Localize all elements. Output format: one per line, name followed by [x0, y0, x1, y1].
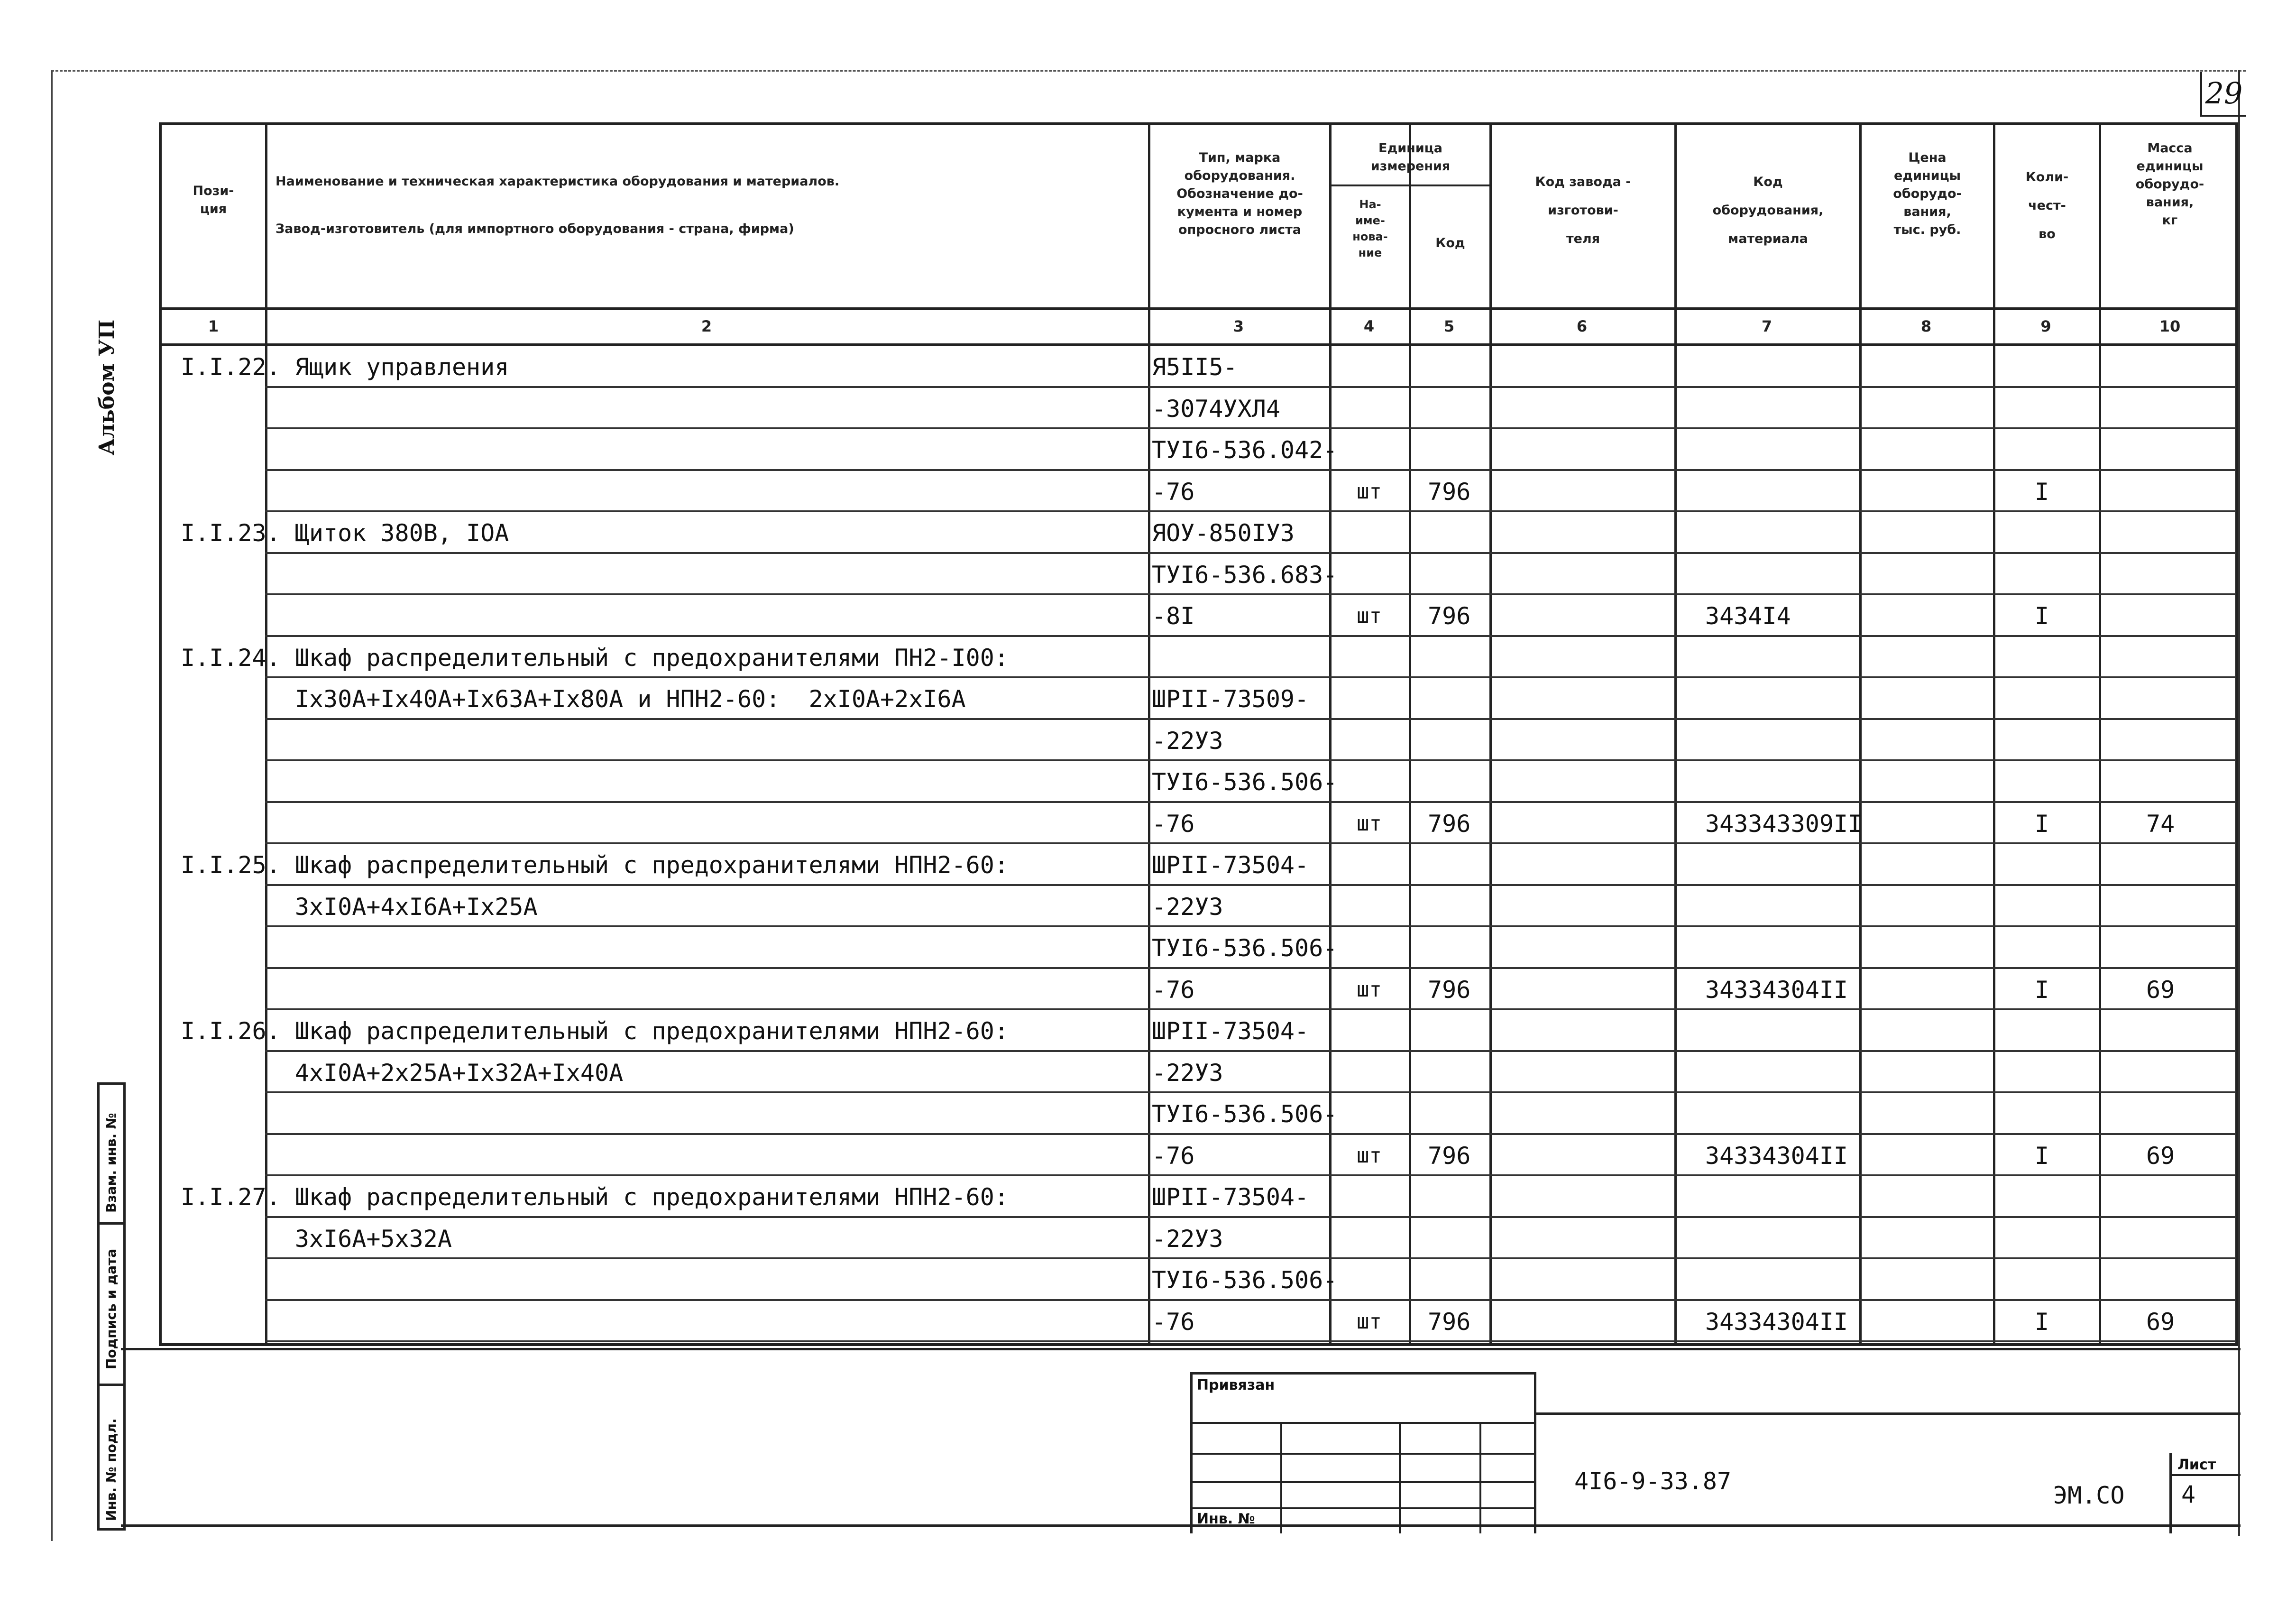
- spec-table: [159, 122, 2238, 1346]
- cell-code: 796: [1428, 478, 1471, 506]
- cell-type: ТУI6-536.506-: [1152, 1100, 1338, 1128]
- privyazan-label: Привязан: [1197, 1377, 1275, 1393]
- list-label: Лист: [2177, 1457, 2216, 1473]
- colnum-1: 1: [208, 317, 219, 335]
- stamp-column: [97, 1082, 126, 1531]
- cell-type: -8I: [1152, 602, 1195, 630]
- cell-type: -76: [1152, 976, 1195, 1004]
- cell-name: I.I.24. Шкаф распределительный с предохранителями ПН2-I00:: [181, 644, 1009, 672]
- header-material-code: Код оборудования, материала: [1712, 175, 1824, 246]
- header-unit-code: Код: [1435, 236, 1465, 250]
- table-row: [162, 1135, 2236, 1177]
- cell-type: -3074УХЛ4: [1152, 395, 1280, 423]
- colnum-9: 9: [2040, 317, 2051, 335]
- cell-name: I.I.27. Шкаф распределительный с предохранителями НПН2-60:: [181, 1183, 1009, 1211]
- cell-type: ШРII-73504-: [1152, 1017, 1309, 1045]
- table-row: [162, 1010, 2236, 1052]
- cell-mat: 34334304II: [1705, 1142, 1848, 1170]
- cell-unit: шт: [1357, 811, 1382, 836]
- cell-unit: шт: [1357, 1143, 1382, 1168]
- cell-unit: шт: [1357, 977, 1382, 1002]
- header-name-line1: Наименование и техническая характеристика оборудования и материалов.: [276, 174, 840, 189]
- doc-mark: ЭМ.СО: [2053, 1482, 2125, 1509]
- cell-type: ШРII-73509-: [1152, 685, 1309, 713]
- cell-type: ТУI6-536.042-: [1152, 436, 1338, 464]
- table-row: [162, 1259, 2236, 1301]
- header-quantity: Коли- чест- во: [2025, 170, 2069, 241]
- sheet-frame-right: [2238, 70, 2240, 1536]
- cell-code: 796: [1428, 1142, 1471, 1170]
- cell-mat: 34334304II: [1705, 976, 1848, 1004]
- table-row: [162, 720, 2236, 762]
- table-body: [162, 346, 2236, 1342]
- cell-qty: I: [2035, 976, 2049, 1004]
- cell-type: ТУI6-536.506-: [1152, 1266, 1338, 1294]
- stamp-signature-date: Подпись и дата: [103, 1248, 119, 1369]
- cell-type: ШРII-73504-: [1152, 851, 1309, 879]
- colnum-2: 2: [701, 317, 712, 335]
- table-row: [162, 1093, 2236, 1135]
- header-factory-code: Код завода - изготови- теля: [1535, 175, 1631, 246]
- table-row: [162, 429, 2236, 471]
- cell-type: Я5II5-: [1152, 353, 1238, 381]
- colnum-3: 3: [1233, 317, 1244, 335]
- cell-unit: шт: [1357, 1309, 1382, 1334]
- cell-type: ТУI6-536.506-: [1152, 934, 1338, 962]
- table-row: [162, 1218, 2236, 1260]
- cell-name: 4хI0А+2х25А+Iх32А+Iх40А: [181, 1059, 624, 1087]
- cell-name: I.I.23. Щиток 380В, IOA: [181, 519, 509, 547]
- cell-qty: I: [2035, 478, 2049, 506]
- cell-type: ЯОУ-850IУ3: [1152, 519, 1295, 547]
- table-row: [162, 678, 2236, 720]
- cell-code: 796: [1428, 1308, 1471, 1336]
- cell-name: I.I.26. Шкаф распределительный с предохранителями НПН2-60:: [181, 1017, 1009, 1045]
- table-row: [162, 803, 2236, 845]
- cell-mass: 69: [2146, 1142, 2175, 1170]
- inv-no-label: Инв. №: [1197, 1511, 1255, 1527]
- cell-code: 796: [1428, 810, 1471, 838]
- sheet-number: 29: [2200, 72, 2246, 117]
- cell-mass: 74: [2146, 810, 2175, 838]
- colnum-6: 6: [1576, 317, 1588, 335]
- cell-type: ШРII-73504-: [1152, 1183, 1309, 1211]
- cell-name: 3хI0А+4хI6А+Iх25А: [181, 893, 538, 921]
- cell-name: Iх30А+Iх40А+Iх63А+Iх80А и НПН2-60: 2хI0А+2хI6А: [181, 685, 966, 713]
- cell-type: -22У3: [1152, 727, 1223, 755]
- cell-code: 796: [1428, 602, 1471, 630]
- header-unit-name: На- име- нова- ние: [1352, 198, 1388, 259]
- cell-mat: 343343309II: [1705, 810, 1863, 838]
- cell-type: -76: [1152, 1308, 1195, 1336]
- table-row: [162, 346, 2236, 388]
- cell-unit: шт: [1357, 604, 1382, 628]
- table-row: [162, 595, 2236, 637]
- cell-mass: 69: [2146, 1308, 2175, 1336]
- title-block: [1190, 1372, 2241, 1533]
- colnum-4: 4: [1363, 317, 1375, 335]
- stamp-vzam-inv: Взам. инв. №: [103, 1113, 119, 1213]
- colnum-10: 10: [2159, 317, 2181, 335]
- cell-type: -22У3: [1152, 893, 1223, 921]
- table-row: [162, 1052, 2236, 1094]
- header-name-line2: Завод-изготовитель (для импортного оборудования - страна, фирма): [276, 221, 794, 236]
- cell-name: I.I.25. Шкаф распределительный с предохранителями НПН2-60:: [181, 851, 1009, 879]
- header-unit-group: Единица измерения: [1370, 141, 1451, 174]
- table-row: [162, 388, 2236, 430]
- header-mass: Масса единицы оборудо- вания, кг: [2135, 141, 2204, 228]
- cell-name: I.I.22. Ящик управления: [181, 353, 509, 381]
- header-type: Тип, марка оборудования. Обозначение до- кумента и номер опросного листа: [1176, 150, 1303, 237]
- cell-qty: I: [2035, 810, 2049, 838]
- table-row: [162, 927, 2236, 969]
- colnum-5: 5: [1443, 317, 1455, 335]
- cell-qty: I: [2035, 1142, 2049, 1170]
- colnum-7: 7: [1761, 317, 1773, 335]
- header-position: Пози- ция: [193, 184, 234, 216]
- cell-name: 3хI6А+5х32А: [181, 1225, 452, 1253]
- cell-mass: 69: [2146, 976, 2175, 1004]
- table-row: [162, 1176, 2236, 1218]
- table-row: [162, 1301, 2236, 1343]
- stamp-inv-podl: Инв. № подл.: [103, 1418, 119, 1521]
- bottom-strip-line: [121, 1348, 2241, 1350]
- cell-code: 796: [1428, 976, 1471, 1004]
- cell-mat: 34334304II: [1705, 1308, 1848, 1336]
- cell-unit: шт: [1357, 479, 1382, 504]
- colnum-8: 8: [1920, 317, 1932, 335]
- table-row: [162, 761, 2236, 803]
- cell-type: -22У3: [1152, 1059, 1223, 1087]
- cell-type: -76: [1152, 810, 1195, 838]
- cell-type: -76: [1152, 1142, 1195, 1170]
- cell-type: ТУI6-536.506-: [1152, 768, 1338, 796]
- doc-code: 4I6-9-33.87: [1574, 1467, 1732, 1495]
- table-row: [162, 512, 2236, 554]
- table-row: [162, 844, 2236, 886]
- cell-qty: I: [2035, 1308, 2049, 1336]
- album-label: Альбом УП: [95, 319, 119, 455]
- cell-mat: 3434I4: [1705, 602, 1791, 630]
- header-price: Цена единицы оборудо- вания, тыс. руб.: [1893, 150, 1962, 237]
- list-number: 4: [2181, 1481, 2196, 1508]
- cell-type: -22У3: [1152, 1225, 1223, 1253]
- cell-type: ТУI6-536.683-: [1152, 561, 1338, 589]
- cell-type: -76: [1152, 478, 1195, 506]
- table-row: [162, 969, 2236, 1011]
- table-row: [162, 886, 2236, 928]
- table-row: [162, 471, 2236, 513]
- cell-qty: I: [2035, 602, 2049, 630]
- table-row: [162, 554, 2236, 596]
- table-row: [162, 637, 2236, 679]
